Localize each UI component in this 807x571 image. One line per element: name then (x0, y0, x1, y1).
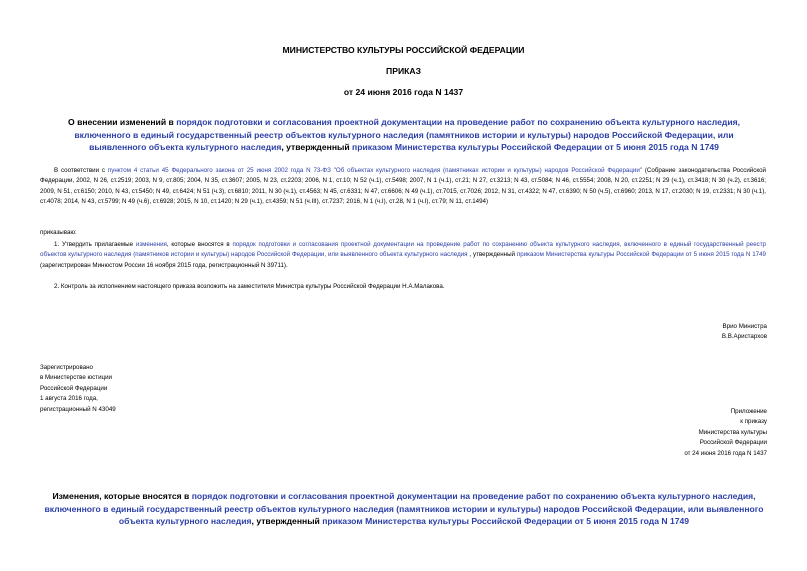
changes-prefix: Изменения, которые вносятся в (52, 491, 192, 501)
appendix-line: от 24 июня 2016 года N 1437 (684, 449, 767, 457)
item1-c: , утвержденный (467, 251, 517, 259)
appendix-line: Российской Федерации (699, 439, 767, 447)
paragraph-item-2 (40, 282, 766, 292)
appendix-block (684, 407, 767, 459)
changes-middle: , утвержденный (251, 516, 323, 526)
title-prefix: О внесении изменений в (68, 117, 177, 127)
ministry-heading: МИНИСТЕРСТВО КУЛЬТУРЫ РОССИЙСКОЙ ФЕДЕРАЦИИ (282, 45, 525, 55)
appendix-line: к приказу (740, 418, 767, 426)
changes-link-order[interactable]: приказом Министерства культуры Российской Федерации от 5 июня 2015 года N 1749 (322, 516, 690, 526)
document-title (48, 116, 760, 154)
item1-link-procedure[interactable]: порядок подготовки и согласования проектной документации на проведение работ по сохранению объекта культурного наследия, включенного в единый государственный реестр объектов культурного наследия (памятников истории и культуры) народов Российской Федерации, или выявленного объекта культурного наследия (40, 241, 766, 259)
item1-link-changes[interactable]: изменения (135, 241, 167, 248)
signature-block (722, 322, 767, 343)
paragraph-order-word: приказываю: (40, 229, 77, 236)
preamble-law-link[interactable]: пунктом 4 статьи 45 Федерального закона от 25 июня 2002 года N 73-ФЗ "Об объектах культурного наследия (памятниках истории и культуры) народов Российской Федерации" (107, 167, 642, 174)
item1-b: , которые вносятся в (166, 241, 233, 248)
item1-a: 1. Утвердить прилагаемые (54, 241, 136, 248)
registration-line: Российской Федерации (40, 384, 108, 392)
registration-line: 1 августа 2016 года, (40, 395, 98, 403)
registration-block (40, 363, 116, 415)
order-date: от 24 июня 2016 года N 1437 (343, 87, 464, 97)
signature-position: Врио Министра (722, 323, 767, 330)
changes-link-procedure[interactable]: порядок подготовки и согласования проектной документации на проведение работ по сохранению объекта культурного наследия, включенного в единый государственный реестр объектов культурного наследия (памятников истории и культуры) народов Российской Федерации, или выявленного объекта культурного наследия (44, 491, 764, 526)
registration-line: в Министерстве юстиции (40, 374, 113, 382)
order-heading: ПРИКАЗ (386, 66, 421, 76)
changes-title (30, 490, 778, 528)
paragraph-preamble (40, 166, 766, 208)
signature-name: В.В.Аристархов (721, 333, 767, 341)
item2-text: 2. Контроль за исполнением настоящего приказа возложить на заместителя Министра культуры Российской Федерации Н.А.Малакова. (54, 283, 445, 290)
appendix-line: Министерства культуры (698, 428, 767, 436)
paragraph-item-1 (40, 240, 766, 271)
appendix-line: Приложение (730, 408, 767, 415)
item1-d: (зарегистрирован Минюстом России 16 ноября 2015 года, регистрационный N 39711). (40, 261, 288, 269)
title-middle: , утвержденный (281, 142, 353, 152)
item1-link-order[interactable]: приказом Министерства культуры Российской Федерации от 5 июня 2015 года N 1749 (516, 251, 766, 259)
title-link-order[interactable]: приказом Министерства культуры Российской Федерации от 5 июня 2015 года N 1749 (352, 142, 719, 152)
registration-line: Зарегистрировано (40, 364, 93, 371)
registration-line: регистрационный N 43049 (40, 405, 116, 413)
title-link-procedure[interactable]: порядок подготовки и согласования проектной документации на проведение работ по сохранению объекта культурного наследия, включенного в единый государственный реестр объектов культурного наследия (памятников истории и культуры) народов Российской Федерации, или выявленного объекта культурного наследия (74, 117, 740, 152)
preamble-rest: (Собрание законодательства Российской Федерации, 2002, N 26, ст.2519; 2003, N 9, ст.805; 2004, N 35, ст.3607; 2005, N 23, ст.2203; 2006, N 1, ст.10; N 52 (ч.1), ст.5498; 2007, N 1 (ч.1), ст.21; N 27, ст.3213; N 43, ст.5084; N 46, ст.5554; 2008, N 20, ст.2251; N 29 (ч.1), ст.3418; N 30 (ч.2), ст.3616; 2009, N 51, ст.6150; 2010, N 43, ст.5450; N 49, ст.6424; N 51 (ч.3), ст.6810; 2011, N 30 (ч.1), ст.4563; N 45, ст.6331; N 47, ст.6606; N 49 (ч.1), ст.7015, ст.7026; 2012, N 31, ст.4322; N 47, ст.6390; N 50 (ч.5), ст.6960; 2013, N 17, ст.2030; N 19, ст.2331; N 30 (ч.1), ст.4078; 2014, N 43, ст.5799; N 49 (ч.6), ст.6928; 2015, N 10, ст.1420; N 29 (ч.1), ст.4359; N 51 (ч.III), ст.7237; 2016, N 1 (ч.I), ст.28, N 1 (ч.I), ст.79; N 11, ст.1494) (40, 167, 766, 206)
preamble-prefix: В соответствии с (54, 167, 108, 174)
